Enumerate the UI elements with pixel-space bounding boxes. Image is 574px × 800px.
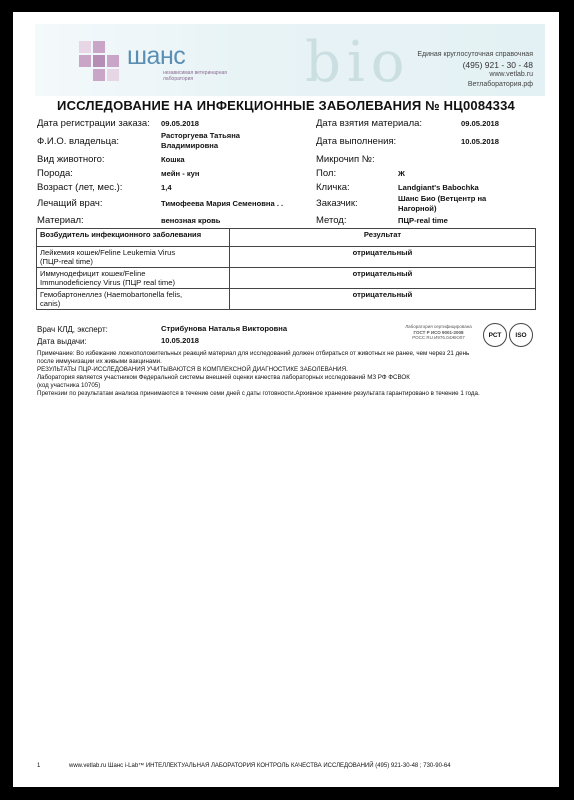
result-column-header: Результат	[230, 229, 536, 247]
done-date-label: Дата выполнения:	[316, 136, 397, 147]
logo-grid-icon	[79, 41, 119, 81]
doctor-value: Тимофеева Мария Семеновна . .	[161, 199, 284, 208]
issue-date-label: Дата выдачи:	[37, 337, 87, 346]
note-line: после иммунизации их живыми вакцинами.	[37, 358, 162, 365]
pathogen-name-line-1: Иммунодефицит кошек/Feline	[40, 269, 146, 278]
done-date-value: 10.05.2018	[461, 137, 500, 146]
logo-text: шанс	[127, 42, 186, 70]
issue-date-value: 10.05.2018	[161, 336, 200, 345]
nick-value: Landgiant's Babochka	[398, 183, 479, 192]
reg-date-value: 09.05.2018	[161, 119, 200, 128]
note-line: Лаборатория является участником Федеральной системы внешней оценки качества лабораторных исследований МЗ РФ ФСВОК	[37, 374, 410, 381]
site-link-2: Ветлаборатория.рф	[467, 81, 533, 88]
note-line: Претензии по результатам анализа принимаются в течение семи дней с даты готовности.Архивное хранение результата гарантировано в течение 1 года.	[37, 390, 480, 397]
hotline	[417, 50, 533, 90]
chip-label: Микрочип №:	[316, 154, 375, 165]
table-row	[37, 289, 536, 310]
certification-text	[396, 324, 481, 341]
table-row	[37, 247, 536, 268]
iso-certification-icon: ISO	[509, 323, 533, 347]
age-value: 1,4	[161, 183, 172, 192]
expert-value: Стрибунова Наталья Викторовна	[161, 324, 288, 333]
note-line: РЕЗУЛЬТАТЫ ПЦР-ИССЛЕДОВАНИЯ УЧИТЫВАЮТСЯ В КОМПЛЕКСНОЙ ДИАГНОСТИКЕ ЗАБОЛЕВАНИЯ.	[37, 366, 348, 373]
breed-label: Порода:	[37, 168, 73, 179]
report-page	[13, 12, 559, 787]
material-label: Материал:	[37, 215, 84, 226]
customer-label: Заказчик:	[316, 198, 358, 209]
pathogen-cell	[37, 247, 230, 268]
material-value: венозная кровь	[161, 216, 221, 225]
species-value: Кошка	[161, 155, 185, 164]
cert-line-3: РОСС RU.И976.04ЖЮ07	[412, 335, 465, 340]
logo-subtitle: независимая ветеринарная лаборатория	[163, 70, 227, 82]
pathogen-cell	[37, 289, 230, 310]
rst-certification-icon: РСТ	[483, 323, 507, 347]
method-label: Метод:	[316, 215, 347, 226]
sample-date-label: Дата взятия материала:	[316, 118, 423, 129]
pathogen-name-line-2: Immunodeficiency Virus (ПЦР real time)	[40, 278, 176, 287]
pathogen-name-line-2: (ПЦР-real time)	[40, 257, 93, 266]
table-header-row	[37, 229, 536, 247]
cert-line-1: Лаборатория сертифицирована	[405, 324, 472, 329]
footer-text: www.vetlab.ru Шанс i-Lab™ ИНТЕЛЛЕКТУАЛЬНАЯ ЛАБОРАТОРИЯ КОНТРОЛЬ КАЧЕСТВА ИССЛЕДОВАНИЙ (495) 921-30-48 ; 730-90-64	[69, 763, 451, 769]
hotline-label: Единая круглосуточная справочная	[417, 51, 533, 58]
species-label: Вид животного:	[37, 154, 105, 165]
age-label: Возраст (лет, мес.):	[37, 182, 123, 193]
note-line: Примечание: Во избежание ложноположительных реакций материал для исследований должен отбираться от животных не ранее, чем через 21 день	[37, 350, 470, 357]
customer-value-2: Нагорной)	[398, 204, 437, 213]
sex-label: Пол:	[316, 168, 337, 179]
expert-label: Врач КЛД, эксперт:	[37, 325, 108, 334]
sample-date-value: 09.05.2018	[461, 119, 500, 128]
hotline-phone: (495) 921 - 30 - 48	[462, 60, 533, 70]
method-value: ПЦР-real time	[398, 216, 448, 225]
cert-line-2: ГОСТ Р ИСО 9001-2008	[413, 329, 464, 335]
note-line: (код участника 10705)	[37, 382, 101, 389]
pathogen-name-line-2: canis)	[40, 299, 61, 308]
notes-block	[37, 350, 537, 398]
nick-label: Кличка:	[316, 182, 350, 193]
customer-value-1: Шанс Био (Ветцентр на	[398, 194, 487, 203]
doctor-label: Лечащий врач:	[37, 198, 103, 209]
pathogen-name-line-1: Лейкемия кошек/Feline Leukemia Virus	[40, 248, 176, 257]
reg-date-label: Дата регистрации заказа:	[37, 118, 150, 129]
document-title: ИССЛЕДОВАНИЕ НА ИНФЕКЦИОННЫЕ ЗАБОЛЕВАНИЯ № НЦ0084334	[57, 98, 515, 113]
pathogen-cell	[37, 268, 230, 289]
owner-value-1: Расторгуева Татьяна	[161, 131, 241, 140]
result-cell: отрицательный	[230, 268, 536, 289]
letterhead	[35, 24, 545, 96]
results-table	[36, 228, 536, 310]
result-cell: отрицательный	[230, 289, 536, 310]
sex-value: Ж	[398, 169, 405, 178]
page-number: 1	[37, 763, 41, 769]
result-cell: отрицательный	[230, 247, 536, 268]
pathogen-name-line-1: Гемобартонеллез (Haemobartonella felis,	[40, 290, 183, 299]
site-link: www.vetlab.ru	[489, 71, 533, 78]
bio-watermark: bio	[305, 30, 411, 95]
table-row	[37, 268, 536, 289]
owner-value-2: Владимировна	[161, 141, 219, 150]
pathogen-column-header: Возбудитель инфекционного заболевания	[37, 229, 230, 247]
owner-label: Ф.И.О. владельца:	[37, 136, 120, 147]
breed-value: мейн - кун	[161, 169, 200, 178]
